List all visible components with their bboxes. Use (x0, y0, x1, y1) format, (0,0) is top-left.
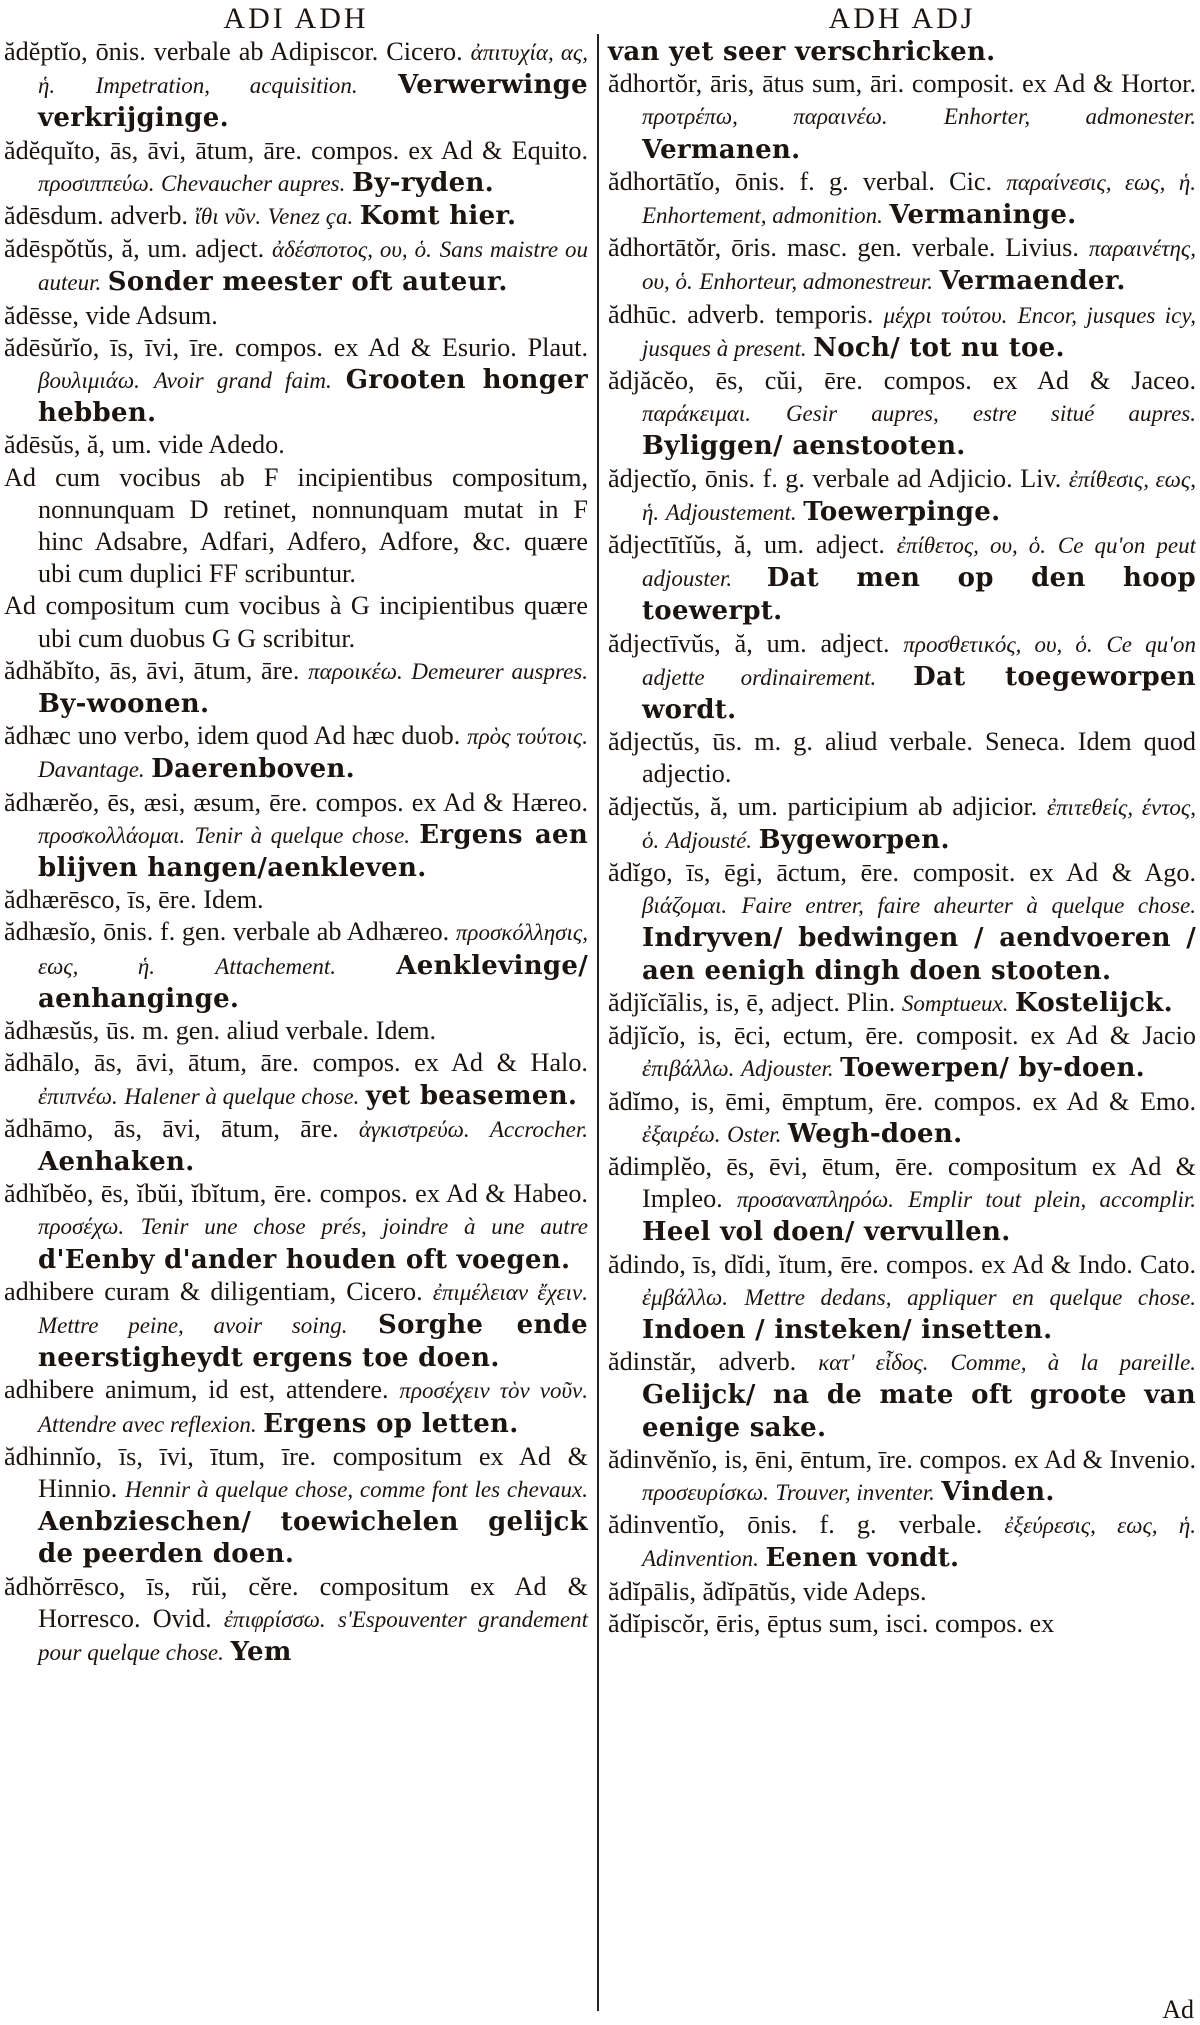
entry-latin: compos. ex Ad & Emo. (933, 1086, 1196, 1116)
entry-french: Faire entrer, faire aheurter à quelque chose. (741, 893, 1196, 919)
entry-dutch: Dat men op den hoop toewerpt. (642, 563, 1196, 627)
entry-lemma: adhibere (4, 1375, 95, 1405)
entry-lemma: adhibere (4, 1276, 95, 1306)
entry-french: Mettre peine, avoir soing. (38, 1312, 348, 1338)
entry-greek: ἴθι νῦν. (194, 204, 262, 230)
entry-greek: ἐξεύρεσις, εως, ἡ. (1004, 1513, 1196, 1539)
entry-greek: ἐξαιρέω. (642, 1121, 721, 1147)
entry-latin: compos. ex Ad & Invenio. (919, 1444, 1196, 1474)
entry-french: Impetration, acquisition. (95, 73, 358, 99)
entry-dutch: Noch/ tot nu toe. (813, 332, 1065, 363)
entry-latin: adverb. (110, 201, 188, 231)
entry-french: Adjouster. (740, 1056, 834, 1082)
entry-greek: ἐπίθετος, ου, ὁ. (896, 533, 1047, 559)
entry-latin: participium ab adjicior. (787, 791, 1038, 821)
entry-greek: παράκειμαι. (642, 401, 751, 427)
entry-greek: ἐμβάλλω. (642, 1284, 729, 1310)
dictionary-entry (608, 628, 1196, 727)
entry-greek: μέχρι τούτου. (883, 302, 1008, 328)
entry-dutch: Dat toegeworpen wordt. (642, 661, 1196, 726)
entry-lemma: Ad cum (4, 462, 101, 492)
entry-french: Sans maistre ou auteur. (38, 237, 588, 296)
entry-french: Attendre avec reflexion. (38, 1411, 257, 1437)
entry-latin: compos. ex Ad & Halo. (312, 1048, 588, 1078)
entry-latin: compositum cum vocibus à G incipientibus quære ubi cum duobus G G scribitur. (38, 591, 588, 653)
entry-lemma: ădinvĕnĭo, is, ēni, ēntum, īre. (608, 1444, 913, 1474)
entry-latin: f. g. verbal. Cic. (799, 166, 993, 196)
entry-french: Enhorter, admonester. (943, 104, 1196, 130)
entry-greek: προσαναπληρόω. (736, 1187, 895, 1213)
entry-greek: προσευρίσκω. (642, 1479, 769, 1505)
entry-greek: προσέχειν τὸν νοῦν. (399, 1378, 588, 1404)
entry-latin: compos. ex Ad & Indo. Cato. (886, 1249, 1196, 1279)
entry-latin: adject. (195, 234, 265, 264)
entry-latin: vide Adsum. (85, 300, 218, 330)
entry-dutch: Toewerpinge. (803, 496, 1001, 527)
entry-latin: f. g. verbale ad Adjicio. Liv. (762, 463, 1062, 493)
entry-dutch: Indoen / insteken/ insetten. (642, 1314, 1053, 1345)
dictionary-entry (4, 916, 588, 1015)
dictionary-entry (608, 68, 1196, 166)
dictionary-entry (4, 300, 588, 332)
entry-french: Adjoustement. (665, 499, 797, 525)
entry-latin: adject. (820, 628, 890, 658)
entry-lemma: ădhăbĭto, ās, āvi, ātum, āre. (4, 655, 300, 685)
dictionary-entry (4, 200, 588, 233)
entry-french: s'Espouventer grandement pour quelque chose. (38, 1606, 588, 1665)
entry-lemma: ădēsŭrĭo, īs, īvi, īre. (4, 332, 225, 362)
entry-lemma: ădhæsŭs, ūs. (4, 1016, 136, 1046)
entry-dutch: Bygeworpen. (758, 824, 950, 855)
dictionary-entry (4, 233, 588, 299)
entry-dutch: Komt hier. (359, 201, 517, 232)
dictionary-entry (4, 787, 588, 885)
dictionary-entry (4, 1047, 588, 1112)
entry-greek: παραινέτης, ου, ὁ. (642, 236, 1196, 295)
dictionary-entry (4, 590, 588, 654)
entry-latin: verbale ab Adipiscor. Cicero. (153, 37, 463, 66)
entry-latin: compositum ex Ad & Horresco. Ovid. (38, 1571, 588, 1633)
entry-latin: compos. ex Ad & Esurio. Plaut. (234, 332, 588, 362)
entry-greek: ἐπιπνέω. (38, 1083, 118, 1109)
dictionary-entry (4, 1178, 588, 1276)
entry-greek: ἀγκιστρεύω. (358, 1116, 470, 1142)
dictionary-entry (4, 462, 588, 591)
entry-latin: animum, id est, attendere. (105, 1375, 389, 1405)
entry-dutch: d'Eenby d'ander houden oft voegen. (38, 1244, 571, 1275)
entry-french: Tenir à quelque chose. (194, 822, 410, 848)
right-running-head: ADH ADJ (828, 2, 976, 35)
entry-latin: compos. ex Ad & Hæreo. (315, 787, 588, 817)
entry-lemma: ădhūc. (608, 299, 678, 329)
entry-greek: ἐπιφρίσσω. (223, 1606, 326, 1632)
entry-french: Encor, jusques icy, jusques à present. (642, 302, 1196, 361)
entry-latin: adject. (815, 530, 885, 560)
entry-latin: f. g. verbale. (819, 1510, 983, 1540)
dictionary-entry (608, 1346, 1196, 1444)
entry-latin: masc. gen. verbale. Livius. (787, 233, 1079, 263)
dictionary-entry (4, 135, 588, 200)
dictionary-entry (4, 36, 588, 135)
entry-dutch: Byliggen/ aenstooten. (642, 431, 966, 462)
entry-french: Hennir à quelque chose, comme font les chevaux. (124, 1476, 589, 1502)
entry-dutch: Eenen vondt. (765, 1543, 960, 1574)
entry-lemma: ădĭpālis, ădĭpātŭs, (608, 1576, 797, 1606)
entry-french: Enhorteur, admonestreur. (699, 269, 933, 295)
entry-dutch: Ergens op letten. (263, 1408, 519, 1439)
entry-greek: προτρέπω, παραινέω. (642, 104, 888, 130)
entry-french: Adinvention. (642, 1546, 759, 1572)
entry-greek: προσιππεύω. (38, 170, 155, 196)
entry-latin: uno verbo, idem quod Ad hæc duob. (77, 721, 461, 751)
dictionary-entry (4, 1113, 588, 1178)
entry-french: Demeurer auspres. (411, 658, 588, 684)
dictionary-entry (4, 1571, 588, 1670)
entry-lemma: ădjĭcĭo, is, ēci, ectum, ēre. (608, 1021, 904, 1051)
dictionary-entry (608, 36, 1196, 68)
entry-dutch: Aenklevinge/ aenhanginge. (38, 950, 589, 1014)
entry-greek: βουλιμιάω. (38, 368, 140, 394)
entry-lemma: ădinstăr, (608, 1347, 697, 1377)
entry-lemma: ădēsse, (4, 300, 79, 330)
entry-lemma: ădhŏrrēsco, īs, rŭi, cĕre. (4, 1571, 299, 1601)
dictionary-entry (608, 1086, 1196, 1151)
entry-lemma: ădindo, īs, dĭdi, ĭtum, ēre. (608, 1249, 879, 1279)
entry-dutch: Vermaender. (939, 266, 1126, 297)
entry-lemma: ădhæc (4, 721, 71, 751)
entry-latin: compositum ex Ad & Impleo. (642, 1151, 1196, 1214)
entry-dutch: Vermaninge. (889, 200, 1077, 231)
dictionary-entry (608, 1576, 1196, 1608)
entry-dutch: Wegh-doen. (787, 1118, 963, 1149)
entry-dutch: By-woonen. (38, 689, 210, 720)
entry-dutch: yet beasemen. (365, 1080, 578, 1111)
entry-lemma: ădĭmo, is, ēmi, ēmptum, ēre. (608, 1086, 924, 1116)
entry-latin: compositum ex Ad & Hinnio. (38, 1441, 588, 1503)
dictionary-entry (608, 791, 1196, 857)
dictionary-entry (608, 299, 1196, 365)
entry-greek: ἐπιτεθείς, έντος, ὁ. (642, 794, 1196, 853)
entry-latin: f. gen. verbale ab Adhæreo. (159, 917, 450, 947)
entry-latin: adverb. (718, 1347, 797, 1377)
entry-latin: vocibus ab F incipientibus compositum, nonnunquam D retinet, nonnunquam mutat in F hinc Adsabre, Adfari, Adfero, Adfore, &c. quære ubi cum duplici FF scribuntur. (38, 462, 588, 589)
entry-latin: compos. ex Ad & Equito. (311, 135, 589, 165)
entry-latin: m. g. aliud verbale. Seneca. Idem quod adjectio. (642, 727, 1196, 789)
entry-dutch: Daerenboven. (151, 754, 356, 785)
entry-dutch: Aenbzieschen/ toewichelen gelijck de peerden doen. (38, 1507, 588, 1570)
entry-french: Emplir tout plein, accomplir. (908, 1187, 1196, 1213)
entry-greek: προσέχω. (38, 1214, 125, 1240)
dictionary-entry (4, 720, 588, 786)
entry-lemma: ădhinnĭo, īs, īvi, ītum, īre. (4, 1441, 316, 1471)
entry-lemma: ădĭgo, īs, ēgi, āctum, ēre. (608, 858, 900, 888)
entry-dutch: Vinden. (941, 1476, 1055, 1507)
entry-dutch: Gelijck/ na de mate oft groote van eenige sake. (642, 1380, 1196, 1443)
entry-dutch: Ergens aen blijven hangen/aenkleven. (38, 819, 589, 884)
left-running-head: ADI ADH (223, 2, 369, 35)
entry-greek: πρὸς τούτοις. (467, 724, 589, 750)
entry-latin: curam & diligentiam, Cicero. (104, 1276, 423, 1306)
entry-lemma: ădhortātĭo, ōnis. (608, 166, 786, 196)
entry-greek: βιάζομαι. (642, 893, 728, 919)
entry-french: Ce qu'on peut adjouster. (642, 533, 1196, 592)
entry-lemma: ădhærēsco, īs, ēre. (4, 885, 197, 915)
entry-lemma: ădhæsĭo, ōnis. (4, 917, 154, 947)
column-rule (597, 34, 599, 2011)
entry-french: Venez ça. (267, 204, 354, 230)
entry-latin: vide Adedo. (158, 430, 285, 460)
entry-dutch: Toewerpen/ by-doen. (840, 1053, 1145, 1084)
entry-french: Mettre dedans, appliquer en quelque chose. (744, 1284, 1196, 1310)
entry-greek: ἀδέσποτος, ου, ὁ. (271, 237, 432, 263)
entry-french: Comme, à la pareille. (950, 1350, 1196, 1376)
entry-lemma: ădĭpiscŏr, ēris, ēptus sum, isci. (608, 1608, 929, 1638)
dictionary-entry (608, 232, 1196, 298)
entry-latin: adject. Plin. (770, 987, 896, 1017)
entry-latin: vide Adeps. (802, 1576, 927, 1606)
dictionary-entry (4, 1441, 588, 1571)
entry-french: Avoir grand faim. (153, 368, 332, 394)
catchword: Ad (1162, 1995, 1194, 2024)
entry-lemma: ădēspŏtŭs, ă, um. (4, 234, 188, 264)
entry-latin: composit. ex Ad & Hortor. (911, 69, 1196, 99)
entry-latin: adverb. temporis. (687, 299, 874, 329)
dictionary-entry (608, 529, 1196, 628)
entry-lemma: ădinventĭo, ōnis. (608, 1510, 798, 1540)
entry-lemma: ădĕptĭo, ōnis. (4, 37, 146, 66)
entry-dutch: Vermanen. (642, 134, 801, 165)
entry-lemma: ădhortātŏr, ōris. (608, 233, 777, 263)
entry-greek: παραίνεσις, εως, ἡ. (1006, 169, 1196, 195)
entry-lemma: ădjectĭo, ōnis. (608, 463, 756, 493)
entry-greek: ἀπιτυχία, ας, ἡ. (38, 40, 589, 99)
entry-greek: προσθετικός, ου, ὁ. (903, 631, 1093, 657)
entry-french: Chevaucher aupres. (161, 170, 346, 196)
entry-lemma: ădjectīvŭs, ă, um. (608, 628, 807, 658)
dictionary-entry (4, 884, 588, 916)
entry-greek: ἐπιβάλλω. (642, 1056, 735, 1082)
dictionary-entry (608, 365, 1196, 463)
entry-french: Halener à quelque chose. (124, 1083, 360, 1109)
entry-latin: compos. ex (934, 1608, 1055, 1638)
entry-latin: compos. ex Ad & Jaceo. (883, 366, 1196, 396)
entry-latin: compos. ex Ad & Habeo. (319, 1179, 588, 1209)
dictionary-entry (608, 166, 1196, 232)
right-column (604, 0, 1196, 2025)
entry-dutch: Grooten honger hebben. (38, 365, 589, 429)
entry-lemma: ădhĭbĕo, ēs, ĭbŭi, ĭbĭtum, ēre. (4, 1179, 313, 1209)
entry-lemma: ădhortŏr, āris, ātus sum, āri. (608, 69, 905, 99)
entry-greek: ἐπίθεσις, εως, ἡ. (642, 466, 1196, 525)
dictionary-entry (608, 987, 1196, 1020)
entry-french: Oster. (727, 1121, 782, 1147)
dictionary-entry (608, 1151, 1196, 1249)
entry-dutch: Yem (230, 1636, 292, 1667)
entry-lemma: ădēsdum. (4, 201, 104, 231)
dictionary-entry (608, 463, 1196, 529)
dictionary-entry (4, 655, 588, 720)
entry-latin: Idem. (203, 885, 264, 915)
dictionary-entry (4, 332, 588, 430)
entry-dutch: Sonder meester oft auteur. (107, 267, 508, 298)
entry-dutch: Verwerwinge verkrijginge. (38, 70, 588, 134)
entry-french: Davantage. (38, 757, 145, 783)
dictionary-entry (4, 1015, 588, 1047)
dictionary-entry (4, 1374, 588, 1440)
entry-lemma: ădēsŭs, ă, um. (4, 430, 152, 460)
entry-lemma: ădhālo, ās, āvi, ātum, āre. (4, 1048, 299, 1078)
dictionary-entry (608, 726, 1196, 790)
entry-french: Trouver, inventer. (775, 1479, 935, 1505)
entry-lemma: ădimplĕo, ēs, ēvi, ētum, ēre. (608, 1151, 934, 1181)
entry-lemma: Ad (4, 591, 37, 621)
entry-dutch: Aenhaken. (38, 1146, 195, 1177)
dictionary-entry (4, 429, 588, 461)
entry-lemma: ădjectŭs, ă, um. (608, 791, 778, 821)
entry-lemma: ădhāmo, ās, āvi, ātum, āre. (4, 1113, 339, 1143)
entry-dutch: van yet seer verschricken. (608, 37, 996, 67)
entry-lemma: ădĕquĭto, ās, āvi, ātum, āre. (4, 135, 302, 165)
entry-latin: composit. ex Ad & Jacio (915, 1021, 1196, 1051)
dictionary-entry (608, 1020, 1196, 1085)
entry-french: Enhortement, admonition. (642, 203, 883, 229)
entry-french: Ce qu'on adjette ordinairement. (642, 631, 1196, 690)
entry-dutch: Sorghe ende neerstigheydt ergens toe doen. (38, 1309, 588, 1374)
dictionary-entry (608, 1509, 1196, 1575)
entry-greek: προσκόλλησις, εως, ἡ. (38, 920, 588, 979)
entry-lemma: ădjăcĕo, ēs, cŭi, ēre. (608, 366, 863, 396)
entry-latin: composit. ex Ad & Ago. (912, 858, 1196, 888)
entry-dutch: Heel vol doen/ vervullen. (642, 1217, 1011, 1248)
entry-french: Tenir une chose prés, joindre à une autre (140, 1214, 589, 1240)
entry-french: Accrocher. (489, 1116, 588, 1142)
dictionary-entry (608, 1249, 1196, 1347)
entry-greek: προσκολλάομαι. (38, 822, 186, 848)
entry-lemma: ădjectītĭŭs, ă, um. (608, 530, 805, 560)
entry-french: Gesir aupres, estre situé aupres. (785, 401, 1196, 427)
entry-dutch: By-ryden. (351, 167, 494, 198)
entry-latin: m. gen. aliud verbale. Idem. (142, 1016, 437, 1046)
entry-dutch: Indryven/ bedwingen / aendvoeren / aen eenigh dingh doen stooten. (642, 923, 1196, 986)
dictionary-entry (608, 857, 1196, 987)
entry-french: Adjousté. (665, 827, 753, 853)
left-column (4, 0, 594, 2025)
dictionary-entry (608, 1608, 1196, 1640)
dictionary-entry (4, 1276, 588, 1375)
entry-greek: ἐπιμέλειαν ἔχειν. (432, 1279, 589, 1305)
entry-greek: κατ' εἶδος. (818, 1350, 929, 1376)
entry-lemma: ădhærĕo, ēs, æsi, æsum, ēre. (4, 787, 308, 817)
entry-greek: παροικέω. (308, 658, 403, 684)
entry-lemma: ădjĭcĭālis, is, ē, (608, 987, 765, 1017)
entry-dutch: Kostelijck. (1015, 987, 1173, 1018)
dictionary-entry (608, 1444, 1196, 1509)
entry-lemma: ădjectŭs, ūs. (608, 727, 743, 757)
right-entries (608, 36, 1196, 1640)
entry-french: Somptueux. (901, 990, 1009, 1016)
entry-french: Attachement. (215, 953, 336, 979)
left-entries (4, 36, 588, 1669)
